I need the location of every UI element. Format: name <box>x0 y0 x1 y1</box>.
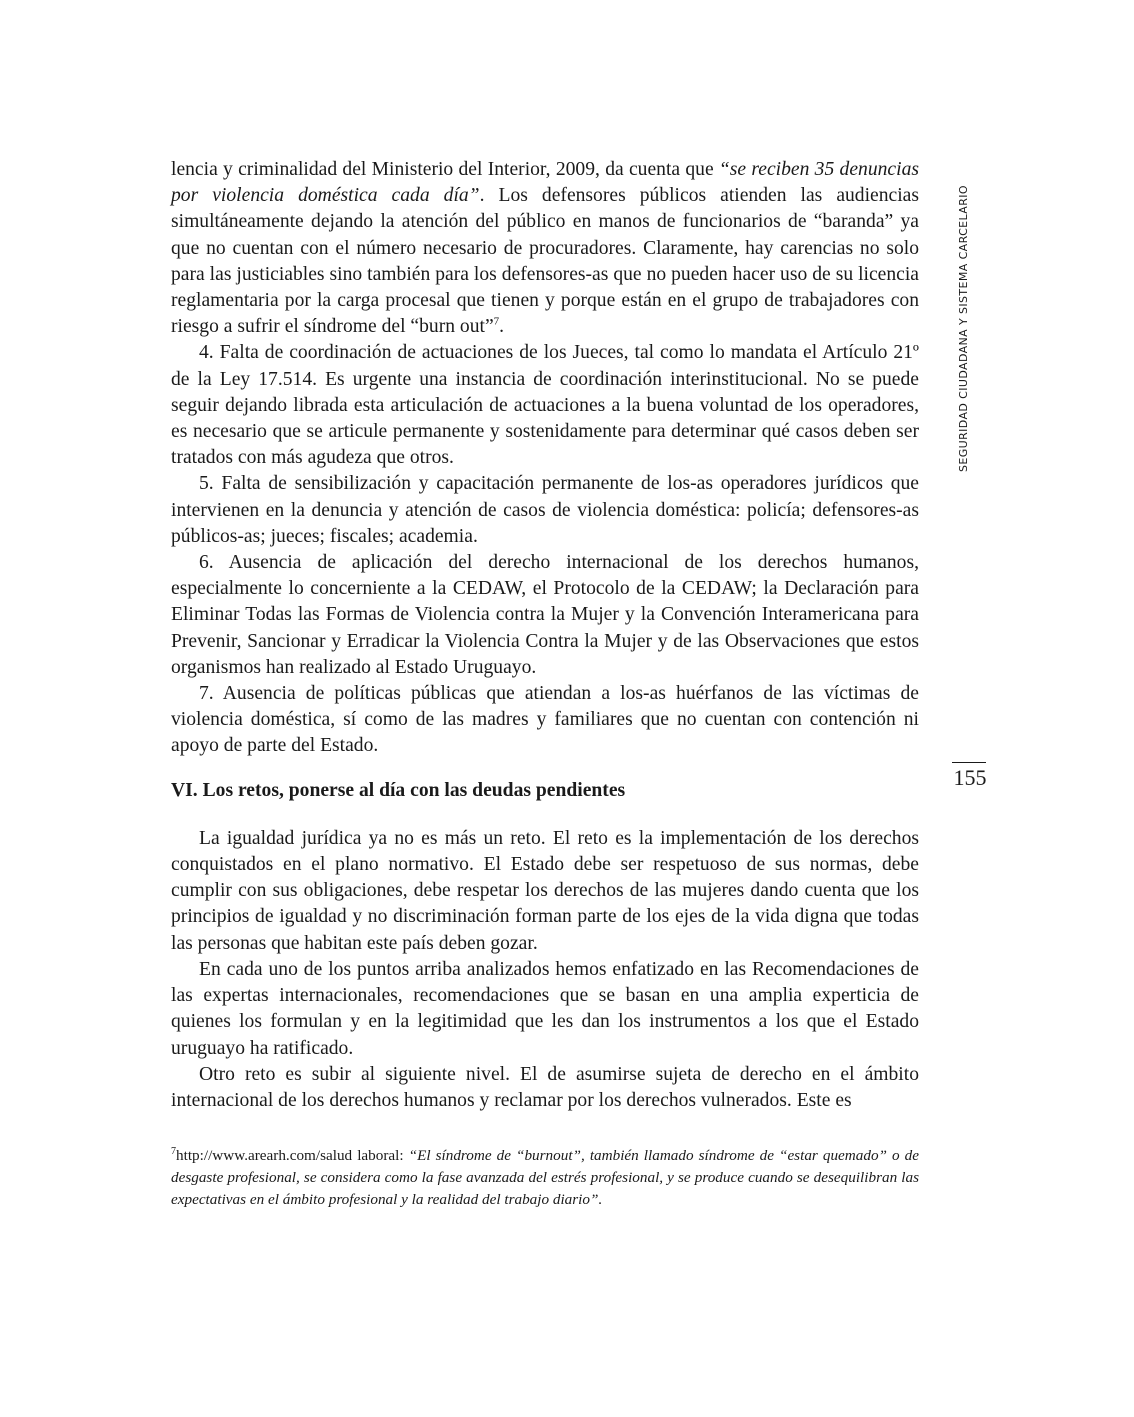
footnote-quote: “El síndrome de “burnout”, también llamado síndrome de “estar quemado” o de desgaste profesional, se considera como la fase avanzada del estrés profesional, y se produce cuando se desequilibran las expectativas en el ámbito profesional y la realidad del trabajo diario”. <box>171 1147 919 1208</box>
section-paragraph-3: Otro reto es subir al siguiente nivel. El de asumirse sujeta de derecho en el ámbito internacional de los derechos humanos y reclamar por los derechos vulnerados. Este es <box>171 1063 919 1111</box>
paragraph-text: . Los defensores públicos atienden las audiencias simultáneamente dejando la atención del público en manos de funcionarios de “baranda” ya que no cuentan con el número necesario de procuradores. Claramente, hay carencias no solo para las justiciables sino también para los defensores-as que no pueden hacer uso de su licencia reglamentaria por la carga procesal que tienen y porque están en el grupo de trabajadores con riesgo a sufrir el síndrome del “burn out” <box>171 185 920 338</box>
main-text <box>171 157 919 1114</box>
folio-rule <box>952 762 986 763</box>
quoted-statistic: “se reciben 35 denuncias por violencia doméstica cada día” <box>171 159 919 207</box>
footnotes <box>171 1145 919 1211</box>
footnote-source: http://www.arearh.com/salud laboral: <box>176 1147 409 1164</box>
list-item-6: 6. Ausencia de aplicación del derecho internacional de los derechos humanos, especialmente lo concerniente a la CEDAW, el Protocolo de la CEDAW; la Declaración para Eliminar Todas las Formas de Violencia contra la Mujer y la Convención Interamericana para Prevenir, Sancionar y Erradicar la Violencia Contra la Mujer y de las Observaciones que estos organismos han realizado al Estado Uruguayo. <box>171 552 919 678</box>
footnote-7 <box>171 1145 919 1211</box>
paragraph-text: . <box>499 316 505 338</box>
list-item-5: 5. Falta de sensibilización y capacitación permanente de los-as operadores jurídicos que intervienen en la denuncia y atención de casos de violencia doméstica: policía; defensores-as públicos-as; jueces; fiscales; academia. <box>171 473 919 547</box>
section-paragraph-2: En cada uno de los puntos arriba analizados hemos enfatizado en las Recomendaciones de las expertas internacionales, recomendaciones que se basan en una amplia experticia de quienes los formulan y en la legitimidad que les dan los instrumentos a los que el Estado uruguayo ha ratificado. <box>171 958 919 1059</box>
page-number: 155 <box>953 765 987 790</box>
running-header-text: SEGURIDAD CIUDADANA Y SISTEMA CARCELARIO <box>957 185 970 472</box>
paragraph-text: lencia y criminalidad del Ministerio del Interior, 2009, da cuenta que <box>171 159 719 180</box>
list-item-4: 4. Falta de coordinación de actuaciones de los Jueces, tal como lo mandata el Artículo 21º de la Ley 17.514. Es urgente una instancia de coordinación interinstitucional. No se puede seguir dejando librada esta articulación de actuaciones a la buena voluntad de los operadores, es necesario que se articule permanente y sostenidamente para determinar qué casos deben ser tratados con más agudeza que otros. <box>171 342 919 469</box>
section-heading: VI. Los retos, ponerse al día con las deudas pendientes <box>171 779 626 801</box>
paragraph-continuation <box>171 157 919 340</box>
section-paragraph-1: La igualdad jurídica ya no es más un reto. El reto es la implementación de los derechos conquistados en el plano normativo. El Estado debe ser respetuoso de sus normas, debe cumplir con sus obligaciones, debe respetar los derechos de las mujeres dando cuenta que los principios de igualdad y no discriminación forman parte de los ejes de la vida digna que todas las personas que habitan este país deben gozar. <box>171 827 919 954</box>
footnote-reference[interactable]: 7 <box>493 315 500 328</box>
footnote-number: 7 <box>171 1145 176 1157</box>
list-item-7: 7. Ausencia de políticas públicas que atiendan a los-as huérfanos de las víctimas de violencia doméstica, sí como de las madres y familiares que no cuentan con contención ni apoyo de parte del Estado. <box>171 683 919 757</box>
